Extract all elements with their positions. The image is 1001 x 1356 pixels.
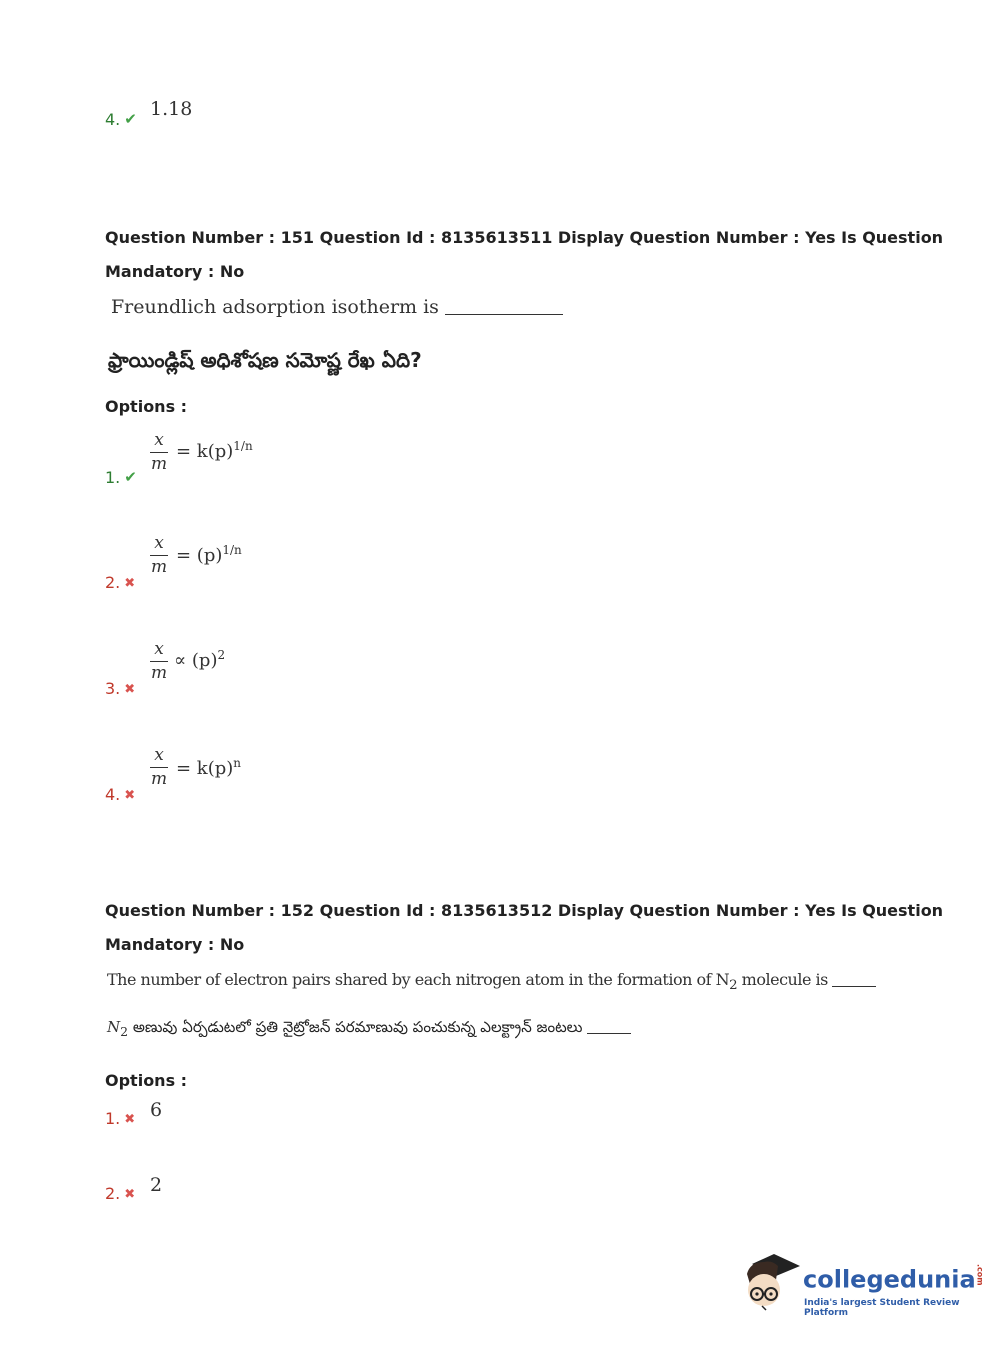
question-152-mandatory: Mandatory : No (105, 935, 245, 954)
cross-icon: ✖ (124, 788, 136, 803)
cross-icon: ✖ (124, 682, 136, 697)
fraction: x m (150, 430, 168, 474)
answer-blank (587, 1033, 631, 1034)
q151-option-3[interactable] (105, 679, 140, 698)
formula-rhs: ∝ $(p)^2$ (174, 648, 226, 671)
q152-option-1[interactable] (105, 1109, 140, 1128)
cross-icon: ✖ (124, 1112, 136, 1127)
option-number: 4. (105, 785, 121, 804)
question-152-text-te: $N_2$ అణువు ఏర్పడుటలో ప్రతి నైట్రోజన్ పరమాణువు పంచుకున్న ఎలక్ట్రాన్ జంటలు (107, 1018, 631, 1040)
brand-name: collegedunia.com (803, 1264, 985, 1294)
option-number: 2. (105, 1184, 121, 1203)
brand-tagline: India's largest Student Review Platform (804, 1298, 960, 1318)
prev-option-4 (105, 110, 140, 129)
answer-blank (445, 314, 563, 315)
check-icon: ✔ (124, 468, 137, 486)
formula-rhs: = $k(p)^{1/n}$ (176, 439, 253, 462)
option-number: 4. (105, 110, 121, 129)
cross-icon: ✖ (124, 576, 136, 591)
option-value: 2 (150, 1174, 163, 1196)
formula-rhs: = $(p)^{1/n}$ (176, 543, 242, 566)
q151-option-2[interactable] (105, 573, 140, 592)
check-icon: ✔ (124, 110, 137, 128)
q151-option-1[interactable] (105, 468, 140, 487)
question-151-text-te: ఫ్రాయిండ్లిష్ అధిశోషణ సమోష్ణ రేఖ ఏది? (108, 348, 422, 372)
question-152-options-label: Options : (105, 1071, 188, 1090)
question-151-mandatory: Mandatory : No (105, 262, 245, 281)
q152-option-2[interactable] (105, 1184, 140, 1203)
option-value: 6 (150, 1099, 163, 1121)
option-number: 1. (105, 1109, 121, 1128)
option-number: 2. (105, 573, 121, 592)
answer-blank (832, 986, 876, 987)
option-number: 1. (105, 468, 121, 487)
option-number: 3. (105, 679, 121, 698)
question-152-text-en: The number of electron pairs shared by each nitrogen atom in the formation of $N_2$ molecule is (107, 970, 876, 993)
fraction: x m (150, 639, 168, 683)
option-value: 1.18 (150, 98, 193, 120)
q151-option-4[interactable] (105, 785, 140, 804)
question-151-text-en: Freundlich adsorption isotherm is (111, 296, 563, 318)
cross-icon: ✖ (124, 1187, 136, 1202)
formula-rhs: = $k(p)^n$ (176, 756, 242, 779)
question-151-header: Question Number : 151 Question Id : 8135613511 Display Question Number : Yes Is Question (105, 228, 944, 247)
question-152-header: Question Number : 152 Question Id : 8135613512 Display Question Number : Yes Is Question (105, 901, 944, 920)
collegedunia-mascot-icon (742, 1250, 802, 1312)
fraction: x m (150, 745, 168, 789)
fraction: x m (150, 533, 168, 577)
question-151-options-label: Options : (105, 397, 188, 416)
